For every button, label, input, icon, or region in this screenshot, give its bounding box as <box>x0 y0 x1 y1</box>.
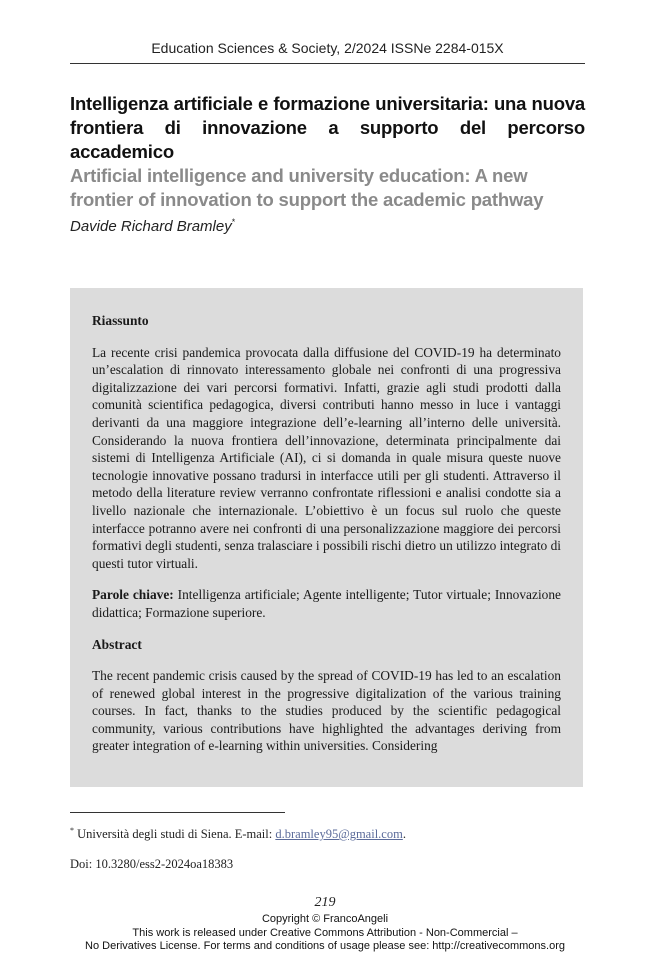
abstract-box <box>70 288 583 787</box>
title-italian: Intelligenza artificiale e formazione universitaria: una nuova frontiera di innovazione a supporto del percorso accademico <box>70 93 585 162</box>
footnote-divider <box>70 812 285 813</box>
riassunto-paragraph: La recente crisi pandemica provocata dalla diffusione del COVID-19 ha determinato un’escalation di rinnovato interessamento globale nei confronti di una progressiva digitalizzazione dei vari percorsi formativi. Infatti, grazie agli studi prodotti dalla comunità scientifica pedagogica, diversi contributi hanno messo in luce i vantaggi derivanti da una maggiore integrazione dell’e-learning all’interno delle università. Considerando la nuova frontiera dell’innovazione, determinata principalmente dai sistemi di Intelligenza Artificiale (AI), ci si domanda in quale misura queste nuove tecnologie innovative possano tradursi in interfacce utili per gli studenti. Attraverso il metodo della literature review verranno confrontate riflessioni e analisi condotte sia a livello nazionale che internazionale. L’obiettivo è un focus sul ruolo che queste interfacce potranno avere nei confronti di una personalizzazione maggiore dei percorsi formativi degli studenti, senza tralasciare i possibili rischi dietro un utilizzo integrato di questi tutor virtuali. <box>92 344 561 571</box>
footnote-end: . <box>402 827 406 842</box>
title-block <box>70 92 585 237</box>
copyright-line: Copyright © FrancoAngeli <box>261 913 389 925</box>
author-line <box>70 212 585 237</box>
license-block <box>0 913 650 954</box>
abstract-content <box>70 288 583 755</box>
keywords-label: Parole chiave: <box>92 587 174 603</box>
running-header: Education Sciences & Society, 2/2024 ISSNe 2284-015X <box>151 40 504 56</box>
license-line-1: This work is released under Creative Commons Attribution - Non-Commercial – <box>132 926 518 939</box>
header-divider <box>70 63 585 64</box>
author-name: Davide Richard Bramley <box>70 218 232 235</box>
footnote-text: Università degli studi di Siena. E-mail: <box>77 827 273 842</box>
title-english: Artificial intelligence and university education: A new frontier of innovation to support the academic pathway <box>70 165 544 210</box>
footnote-mark: * <box>70 826 74 835</box>
author-footnote-mark[interactable]: * <box>231 217 236 227</box>
email-link[interactable]: d.bramley95@gmail.com <box>275 827 403 842</box>
license-line-2: No Derivatives License. For terms and conditions of usage please see: http://creativecommons.org <box>85 940 565 952</box>
doi-line[interactable]: Doi: 10.3280/ess2-2024oa18383 <box>70 857 234 871</box>
abstract-heading: Abstract <box>92 636 142 652</box>
footnote <box>70 826 585 842</box>
page-number: 219 <box>314 895 336 910</box>
abstract-paragraph: The recent pandemic crisis caused by the spread of COVID-19 has led to an escalation of renewed global interest in the progressive digitalization of the various training courses. In fact, thanks to the studies produced by the scientific pedagogical community, various contributions have highlighted the advantages deriving from greater integration of e-learning within universities. Considering <box>92 668 561 754</box>
keywords-text: Intelligenza artificiale; Agente intelligente; Tutor virtuale; Innovazione didattica; Formazione superiore. <box>92 587 561 620</box>
keywords-paragraph <box>92 586 561 621</box>
riassunto-heading: Riassunto <box>92 313 149 328</box>
